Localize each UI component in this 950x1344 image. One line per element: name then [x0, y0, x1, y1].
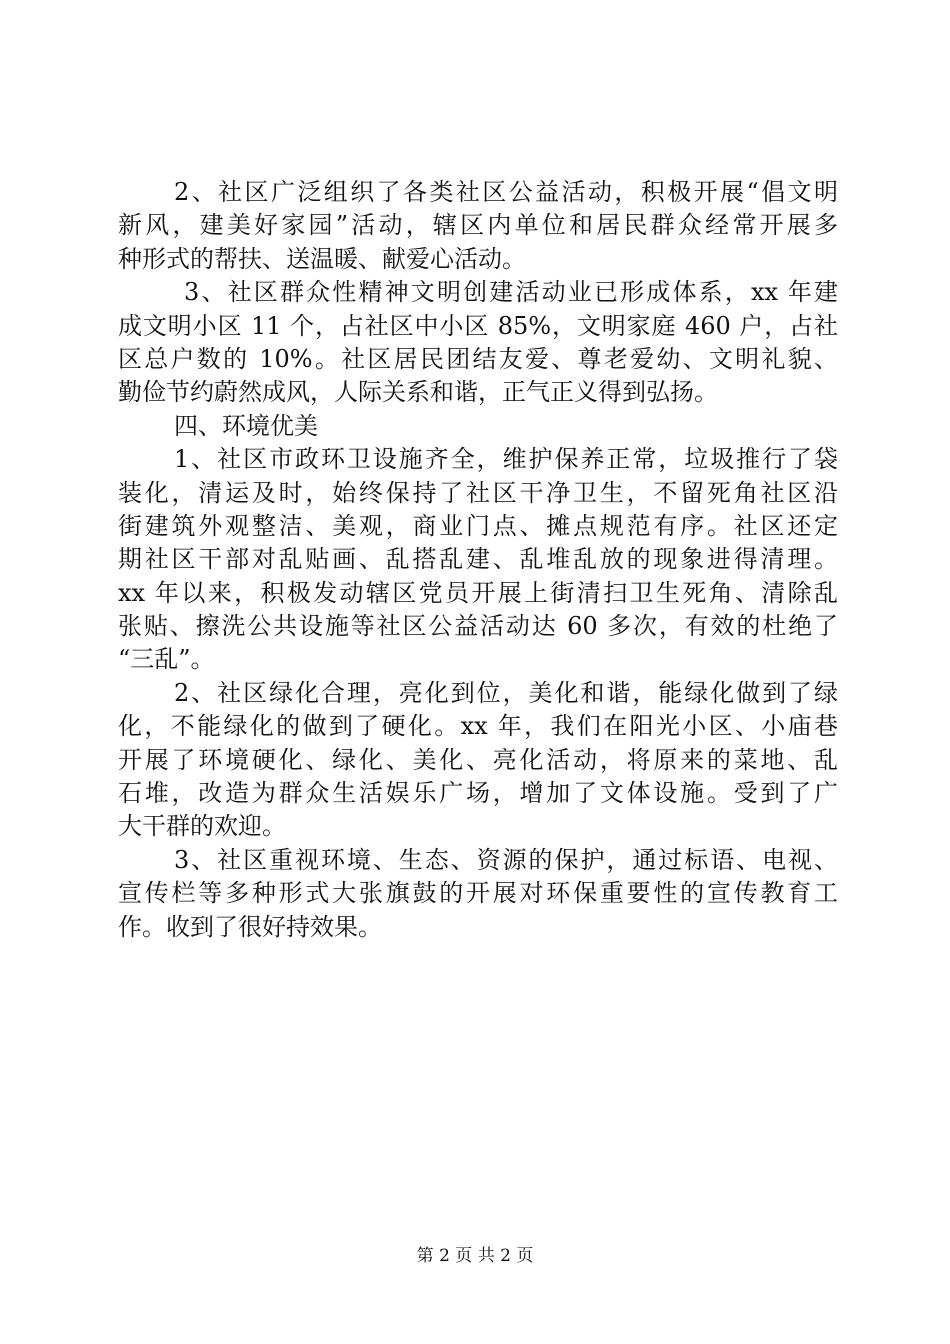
paragraph-line: 街建筑外观整洁、美观，商业门点、摊点规范有序。社区还定	[118, 511, 838, 540]
paragraph-line: 区总户数的 10%。社区居民团结友爱、尊老爱幼、文明礼貌、	[118, 344, 838, 373]
paragraph-line: 2、社区绿化合理，亮化到位，美化和谐，能绿化做到了绿	[174, 678, 838, 707]
paragraph-line: 作。收到了很好持效果。	[118, 912, 382, 941]
paragraph-line: 新风，建美好家园”活动，辖区内单位和居民群众经常开展多	[118, 211, 838, 240]
paragraph-line: 3、社区重视环境、生态、资源的保护，通过标语、电视、	[174, 845, 838, 874]
paragraph-line: 宣传栏等多种形式大张旗鼓的开展对环保重要性的宣传教育工	[118, 879, 838, 908]
paragraph-line: 期社区干部对乱贴画、乱搭乱建、乱堆乱放的现象进得清理。	[118, 545, 838, 574]
paragraph-line: 张贴、擦洗公共设施等社区公益活动达 60 多次，有效的杜绝了	[118, 612, 838, 641]
paragraph-line: “三乱”。	[118, 645, 215, 674]
page-footer: 第 2 页 共 2 页	[416, 1246, 534, 1266]
paragraph-line: 大干群的欢迎。	[118, 812, 286, 841]
paragraph-line: 化，不能绿化的做到了硬化。xx 年，我们在阳光小区、小庙巷	[118, 712, 838, 741]
paragraph-line: 种形式的帮扶、送温暖、献爱心活动。	[118, 244, 526, 273]
document-body	[118, 176, 838, 944]
paragraph-line: 1、社区市政环卫设施齐全，维护保养正常，垃圾推行了袋	[174, 445, 838, 474]
paragraph-line: 成文明小区 11 个，占社区中小区 85%，文明家庭 460 户，占社	[118, 311, 838, 340]
paragraph-line: 勤俭节约蔚然成风，人际关系和谐，正气正义得到弘扬。	[118, 378, 718, 407]
paragraph-line: 开展了环境硬化、绿化、美化、亮化活动，将原来的菜地、乱	[118, 745, 838, 774]
paragraph-line: 3、社区群众性精神文明创建活动业已形成体系，xx 年建	[184, 278, 838, 307]
paragraph-line: xx 年以来，积极发动辖区党员开展上街清扫卫生死角、清除乱	[118, 578, 838, 607]
section-heading: 四、环境优美	[174, 411, 318, 440]
paragraph-line: 装化，清运及时，始终保持了社区干净卫生，不留死角社区沿	[118, 478, 838, 507]
paragraph-line: 2、社区广泛组织了各类社区公益活动，积极开展“倡文明	[174, 178, 838, 206]
paragraph-line: 石堆，改造为群众生活娱乐广场，增加了文体设施。受到了广	[118, 779, 838, 808]
